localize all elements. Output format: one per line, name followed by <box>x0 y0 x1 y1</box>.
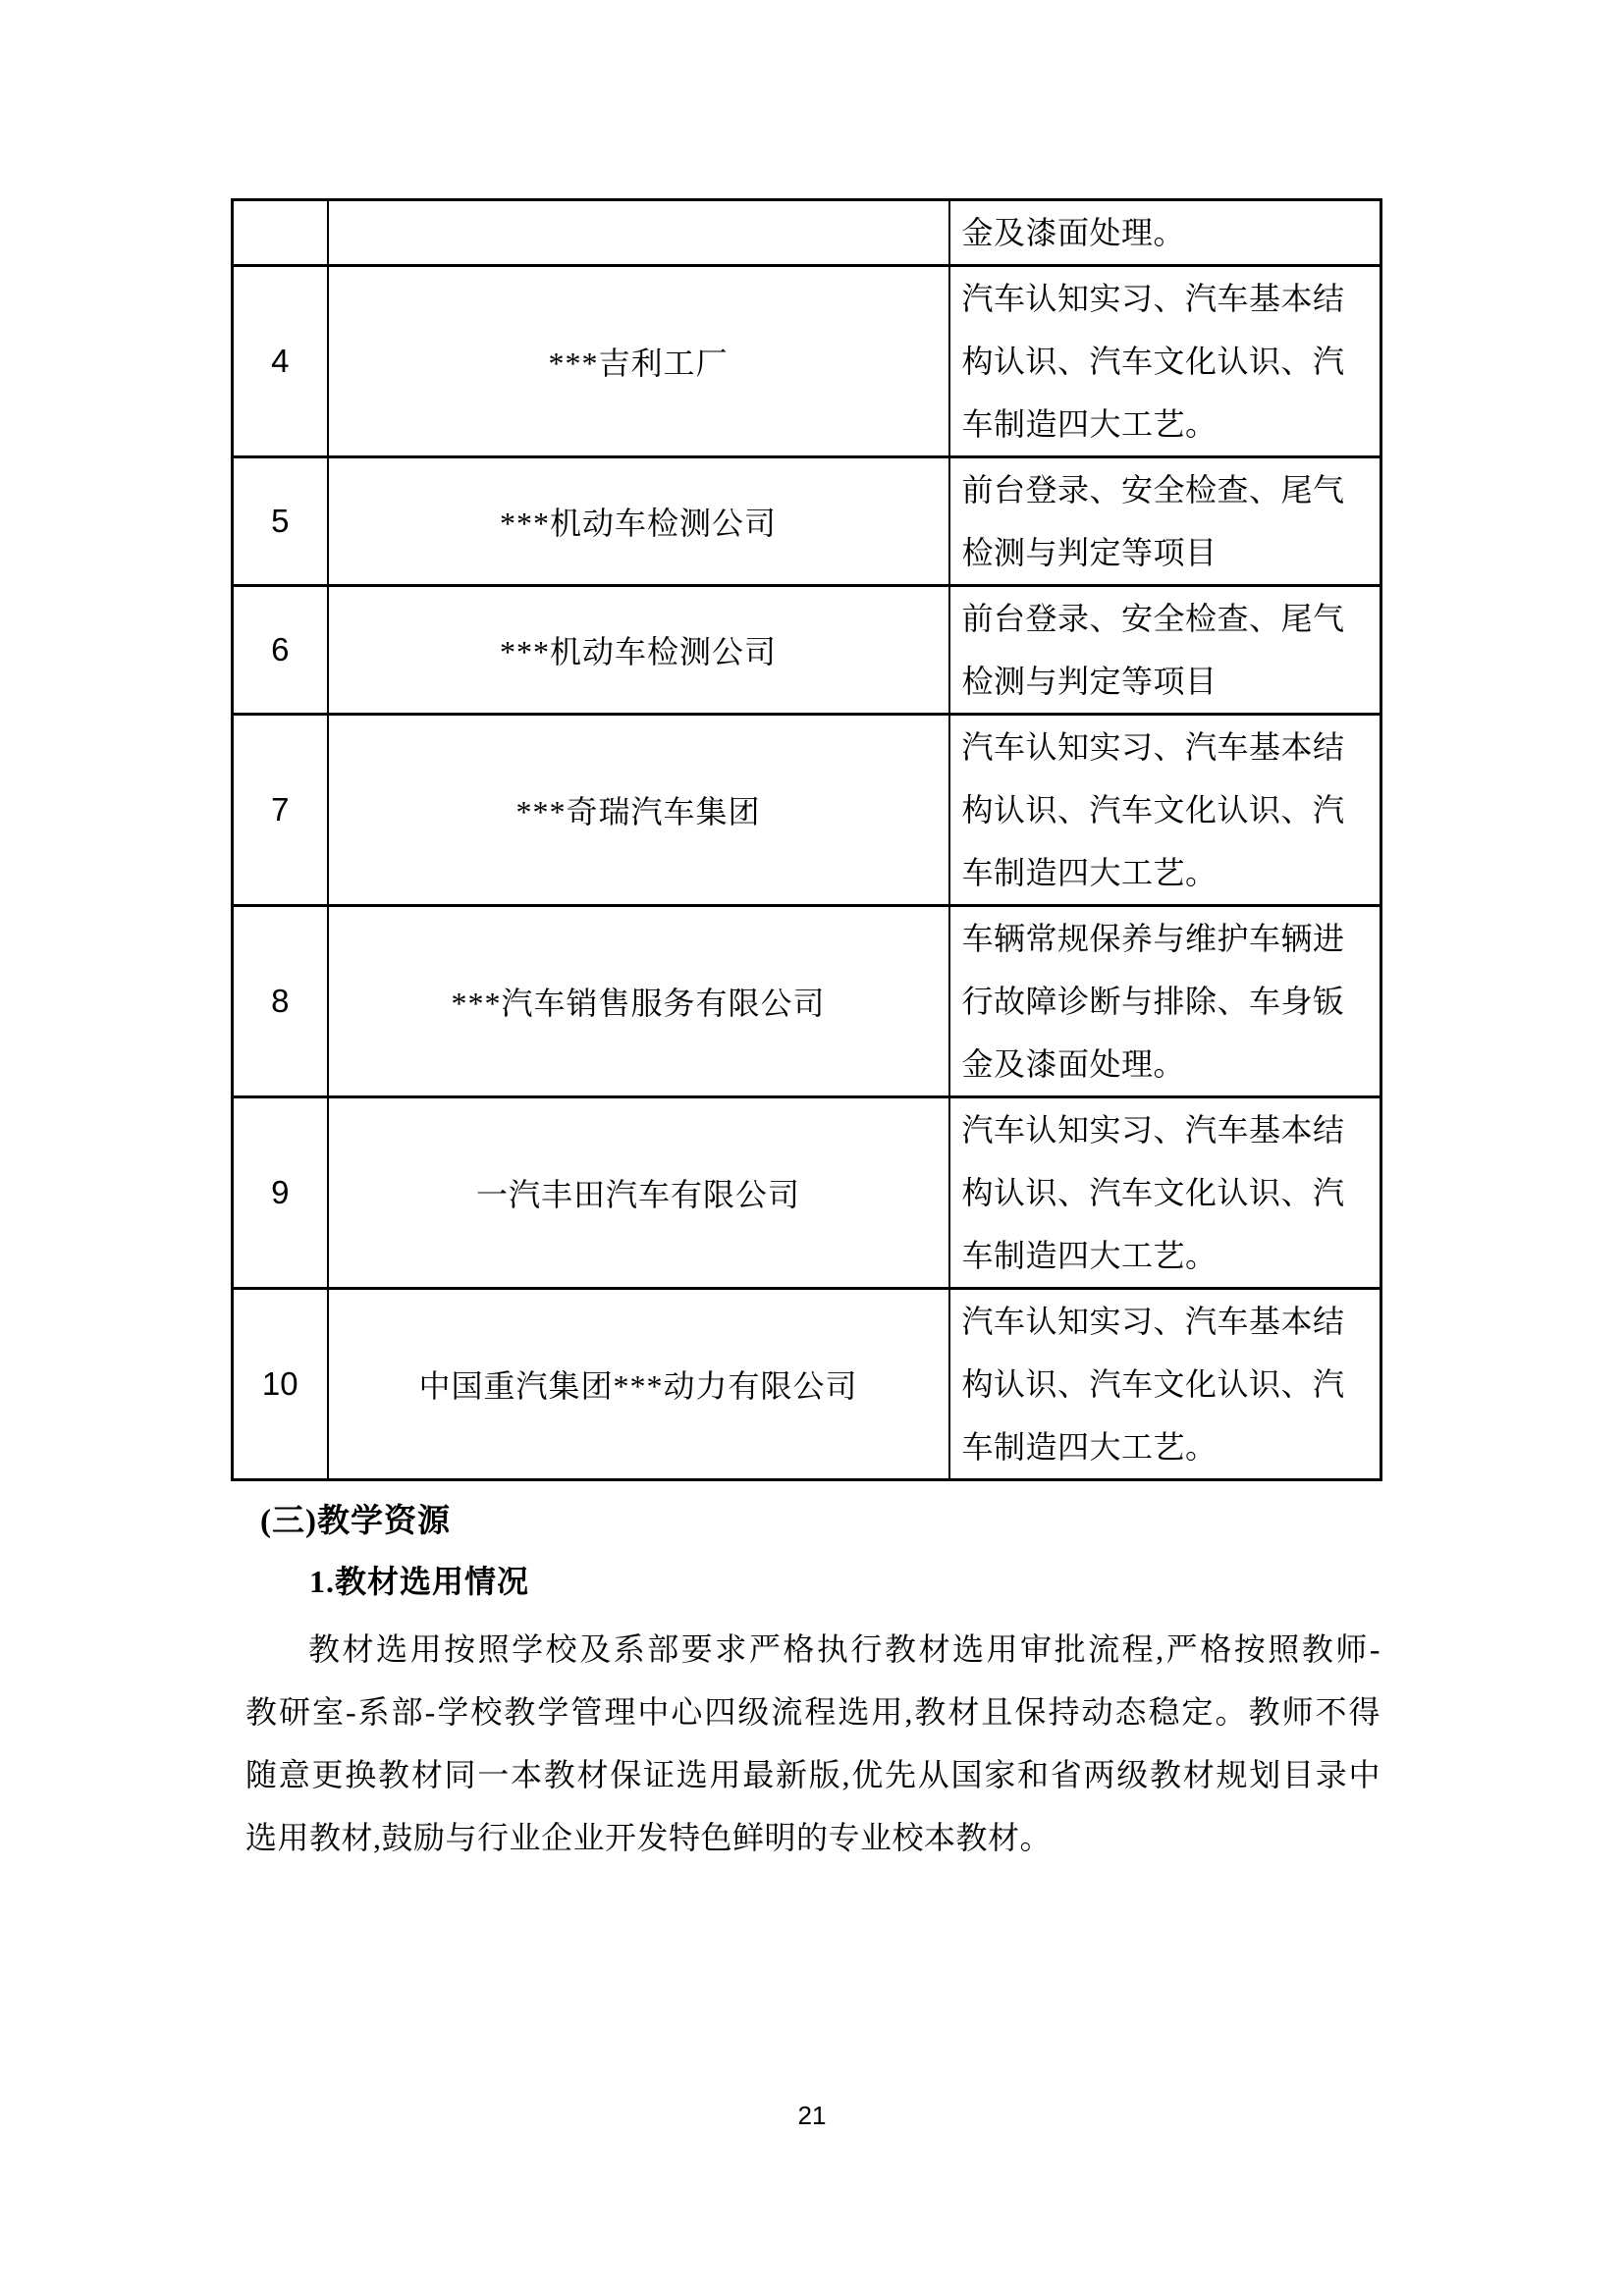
company-cell: ***吉利工厂 <box>328 266 949 457</box>
row-number-cell: 9 <box>233 1097 328 1289</box>
training-content-cell: 汽车认知实习、汽车基本结构认识、汽车文化认识、汽车制造四大工艺。 <box>949 715 1381 906</box>
table-row-continuation <box>233 200 1381 266</box>
row-number-cell: 8 <box>233 906 328 1097</box>
table-row <box>233 586 1381 715</box>
table-row <box>233 1097 1381 1289</box>
partnership-table-body <box>233 200 1381 1480</box>
sub-heading-textbook-selection: 1.教材选用情况 <box>309 1564 530 1599</box>
table-row <box>233 1289 1381 1480</box>
row-number-cell <box>233 200 328 266</box>
training-content-cell: 汽车认知实习、汽车基本结构认识、汽车文化认识、汽车制造四大工艺。 <box>949 1097 1381 1289</box>
company-cell: 一汽丰田汽车有限公司 <box>328 1097 949 1289</box>
company-cell: 中国重汽集团***动力有限公司 <box>328 1289 949 1480</box>
paragraph-line: 教研室-系部-学校教学管理中心四级流程选用,教材且保持动态稳定。教师不得 <box>245 1694 1380 1730</box>
training-content-cell: 车辆常规保养与维护车辆进行故障诊断与排除、车身钣金及漆面处理。 <box>949 906 1381 1097</box>
company-cell: ***汽车销售服务有限公司 <box>328 906 949 1097</box>
training-content-cell: 前台登录、安全检查、尾气检测与判定等项目 <box>949 586 1381 715</box>
row-number-cell: 6 <box>233 586 328 715</box>
company-cell: ***机动车检测公司 <box>328 586 949 715</box>
paragraph-line: 随意更换教材同一本教材保证选用最新版,优先从国家和省两级教材规划目录中 <box>245 1757 1380 1792</box>
table-row <box>233 715 1381 906</box>
row-number-cell: 10 <box>233 1289 328 1480</box>
training-content-cell: 前台登录、安全检查、尾气检测与判定等项目 <box>949 457 1381 586</box>
table-row <box>233 457 1381 586</box>
table-row <box>233 906 1381 1097</box>
training-content-cell: 汽车认知实习、汽车基本结构认识、汽车文化认识、汽车制造四大工艺。 <box>949 1289 1381 1480</box>
row-number-cell: 4 <box>233 266 328 457</box>
partnership-table <box>231 198 1382 1481</box>
company-cell: ***机动车检测公司 <box>328 457 949 586</box>
section-heading-teaching-resources: (三)教学资源 <box>260 1504 451 1539</box>
paragraph-line: 教材选用按照学校及系部要求严格执行教材选用审批流程,严格按照教师- <box>308 1631 1380 1667</box>
company-cell: ***奇瑞汽车集团 <box>328 715 949 906</box>
training-content-cell: 汽车认知实习、汽车基本结构认识、汽车文化认识、汽车制造四大工艺。 <box>949 266 1381 457</box>
paragraph-line: 选用教材,鼓励与行业企业开发特色鲜明的专业校本教材。 <box>245 1820 1053 1855</box>
training-content-cell: 金及漆面处理。 <box>949 200 1381 266</box>
row-number-cell: 5 <box>233 457 328 586</box>
page-number: 21 <box>797 2101 827 2130</box>
row-number-cell: 7 <box>233 715 328 906</box>
company-cell <box>328 200 949 266</box>
textbook-selection-paragraph <box>245 1618 1380 1869</box>
table-row <box>233 266 1381 457</box>
